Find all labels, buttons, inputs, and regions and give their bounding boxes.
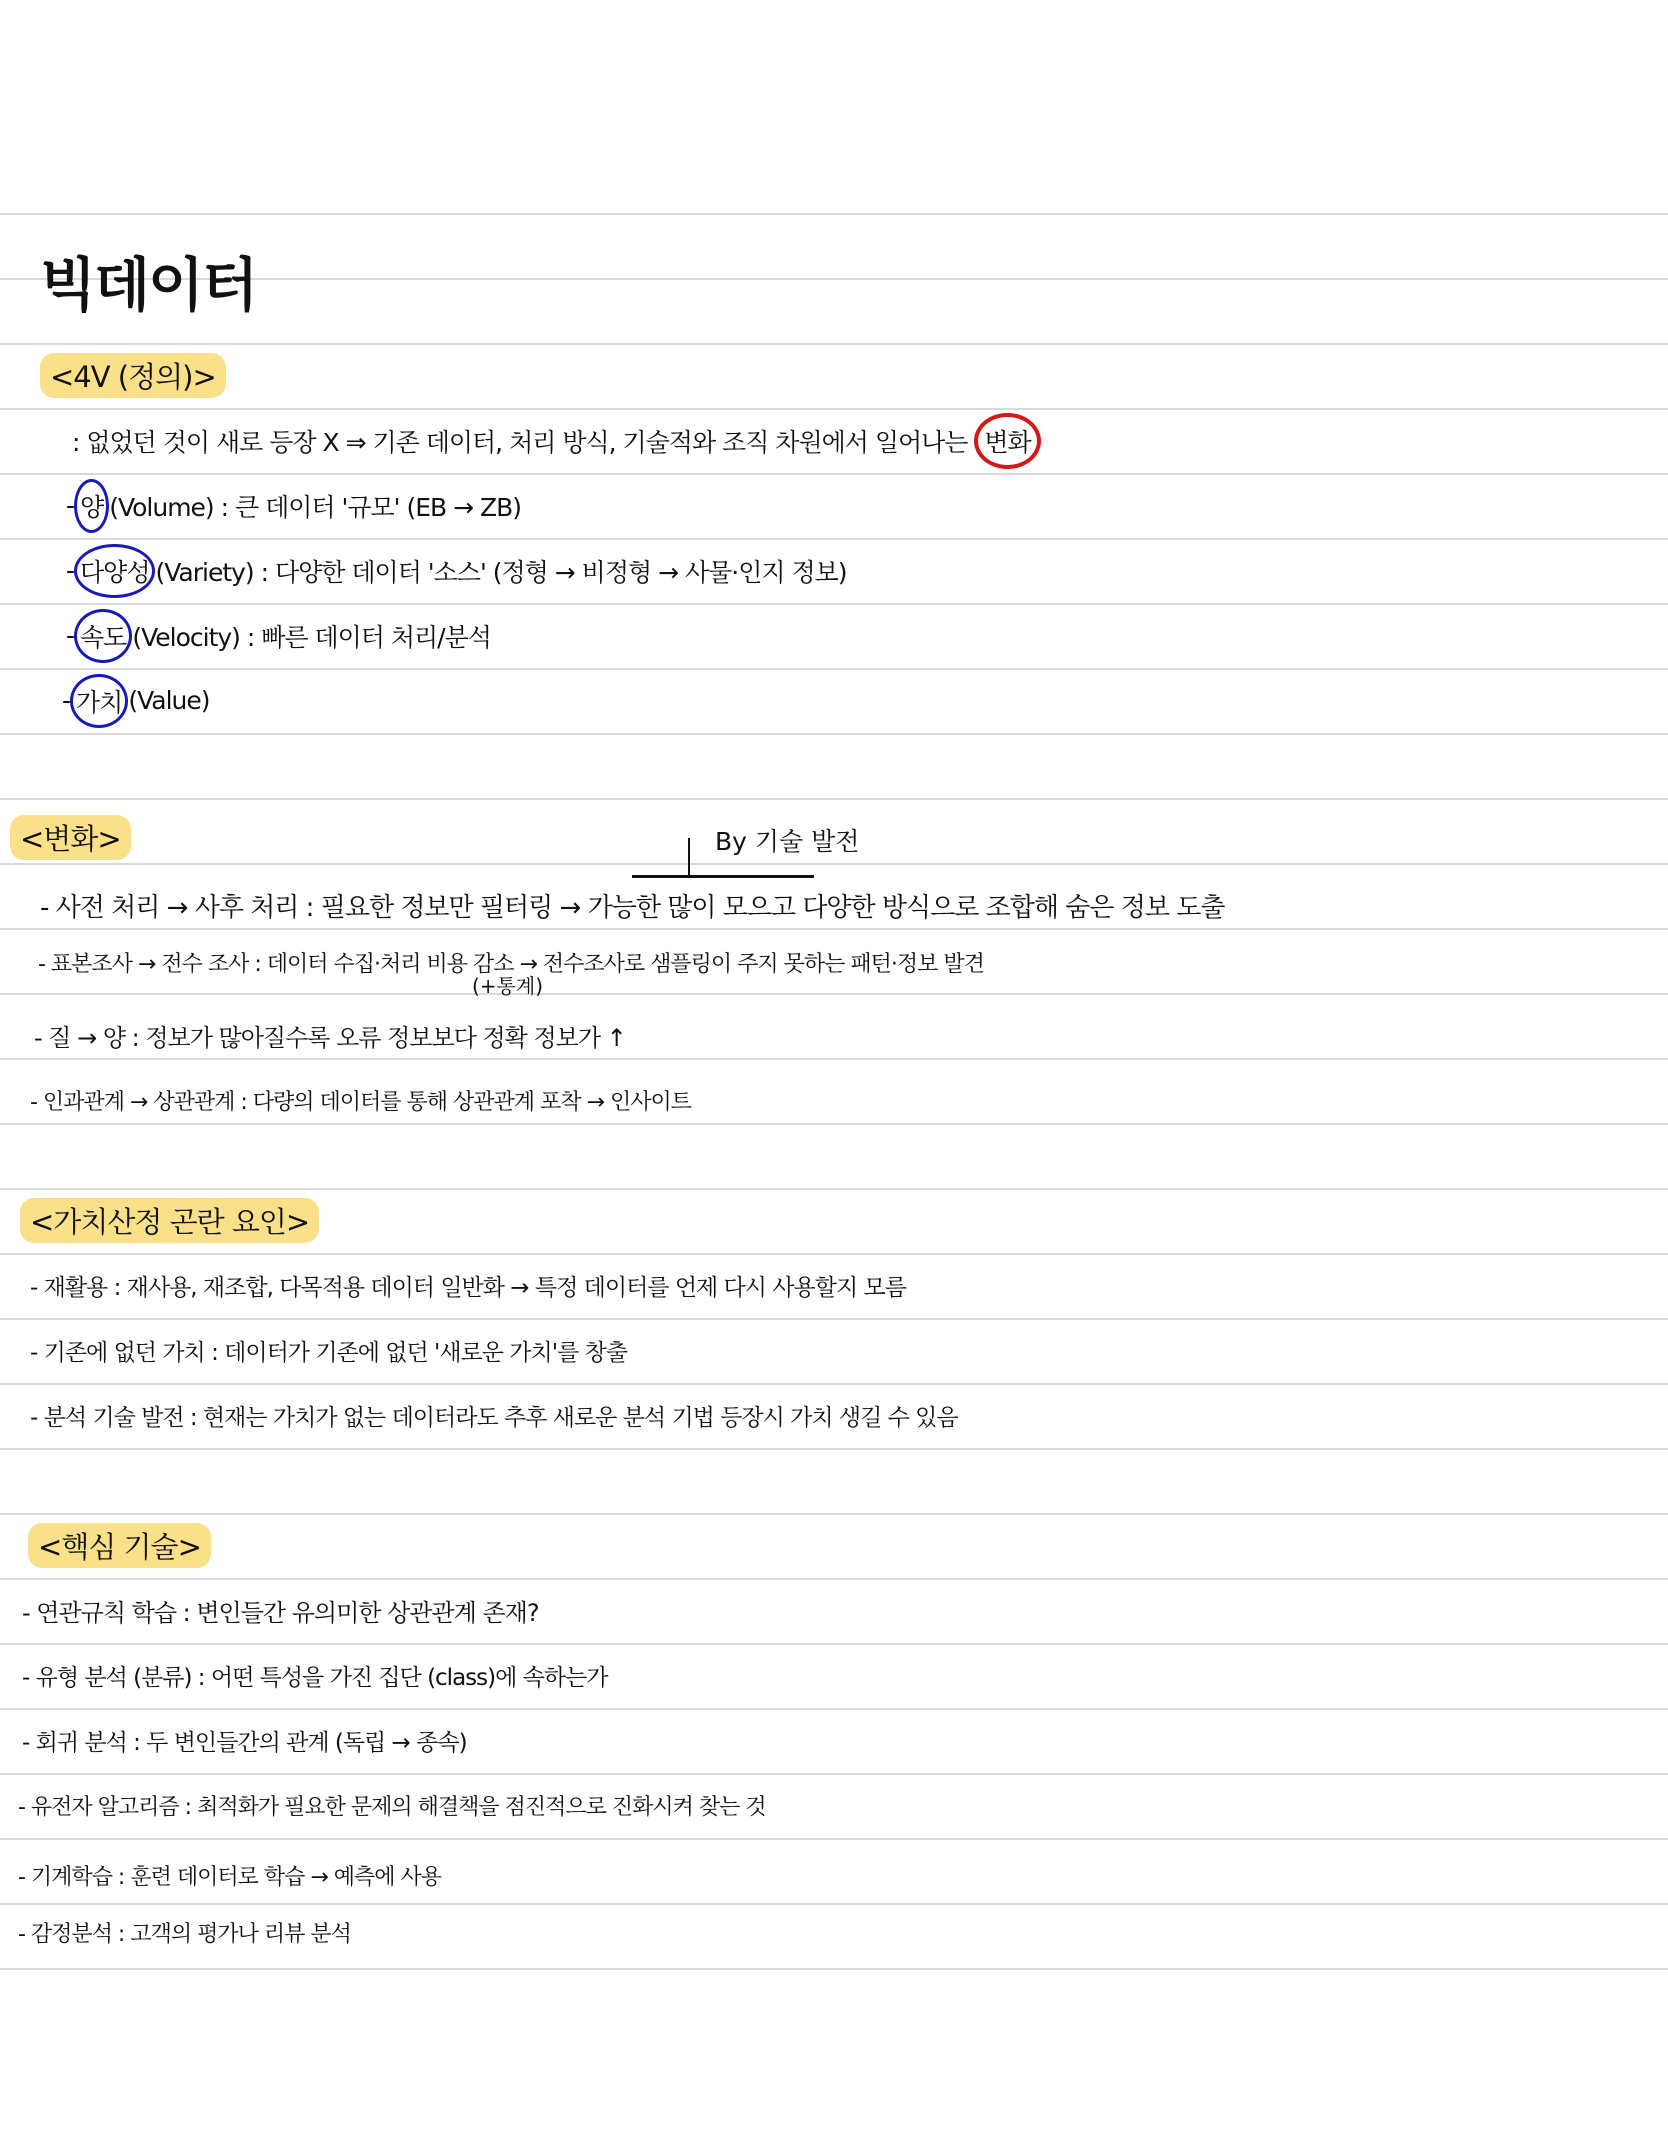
ruled-line	[0, 798, 1668, 800]
definition-line: : 없었던 것이 새로 등장 X ⇒ 기존 데이터, 처리 방식, 기술적와 조직 차원에서 일어나는 변화	[72, 408, 1041, 473]
ruled-line	[0, 733, 1668, 735]
ruled-line	[0, 213, 1668, 215]
ruled-line	[0, 1513, 1668, 1515]
list-item: - 분석 기술 발전 : 현재는 가치가 없는 데이터라도 추후 새로운 분석 기법 등장시 가치 생길 수 있음	[30, 1405, 958, 1431]
list-item: - 질 → 양 : 정보가 많아질수록 오류 정보보다 정확 정보가 ↑	[34, 1024, 626, 1052]
section-heading-tech: <핵심 기술>	[28, 1513, 211, 1578]
list-item-value: - 가치 (Value)	[62, 668, 210, 733]
ruled-line	[0, 1838, 1668, 1840]
circled-change: 변화	[974, 413, 1040, 469]
ruled-line	[0, 1448, 1668, 1450]
ruled-line	[0, 1968, 1668, 1970]
ruled-line	[0, 343, 1668, 345]
list-item-velocity: - 속도 (Velocity) : 빠른 데이터 처리/분석	[66, 603, 491, 668]
section-heading-value: <가치산정 곤란 요인>	[20, 1188, 319, 1253]
list-item: - 회귀 분석 : 두 변인들간의 관계 (독립 → 종속)	[22, 1730, 467, 1756]
annotation-by-tech: By 기술 발전	[715, 827, 860, 856]
ruled-line	[0, 668, 1668, 670]
subnote-statistics: (+통계)	[472, 974, 544, 998]
section-heading-change: <변화>	[10, 805, 131, 870]
list-item: - 표본조사 → 전수 조사 : 데이터 수집·처리 비용 감소 → 전수조사로 샘플링이 주지 못하는 패턴·정보 발견	[38, 952, 984, 977]
list-item: - 유전자 알고리즘 : 최적화가 필요한 문제의 해결책을 점진적으로 진화시켜 찾는 것	[18, 1795, 766, 1820]
list-item: - 감정분석 : 고객의 평가나 리뷰 분석	[18, 1922, 351, 1947]
list-item-volume: - 양 (Volume) : 큰 데이터 '규모' (EB → ZB)	[66, 473, 521, 538]
ruled-line	[0, 863, 1668, 865]
list-item: - 사전 처리 → 사후 처리 : 필요한 정보만 필터링 → 가능한 많이 모으고 다양한 방식으로 조합해 숨은 정보 도출	[40, 893, 1225, 923]
list-item: - 기존에 없던 가치 : 데이터가 기존에 없던 '새로운 가치'를 창출	[30, 1340, 628, 1366]
list-item: - 연관규칙 학습 : 변인들간 유의미한 상관관계 존재?	[22, 1599, 539, 1627]
list-item-variety: - 다양성 (Variety) : 다양한 데이터 '소스' (정형 → 비정형 → 사물·인지 정보)	[66, 538, 847, 603]
section-heading-4v: <4V (정의)>	[40, 343, 226, 408]
list-item: - 재활용 : 재사용, 재조합, 다목적용 데이터 일반화 → 특정 데이터를 언제 다시 사용할지 모름	[30, 1275, 906, 1301]
list-item: - 유형 분석 (분류) : 어떤 특성을 가진 집단 (class)에 속하는가	[22, 1665, 608, 1691]
annotation-stem	[688, 838, 690, 875]
page-title: 빅데이터	[40, 251, 257, 319]
list-item: - 인과관계 → 상관관계 : 다량의 데이터를 통해 상관관계 포착 → 인사이트	[30, 1090, 691, 1115]
list-item: - 기계학습 : 훈련 데이터로 학습 → 예측에 사용	[18, 1865, 442, 1890]
